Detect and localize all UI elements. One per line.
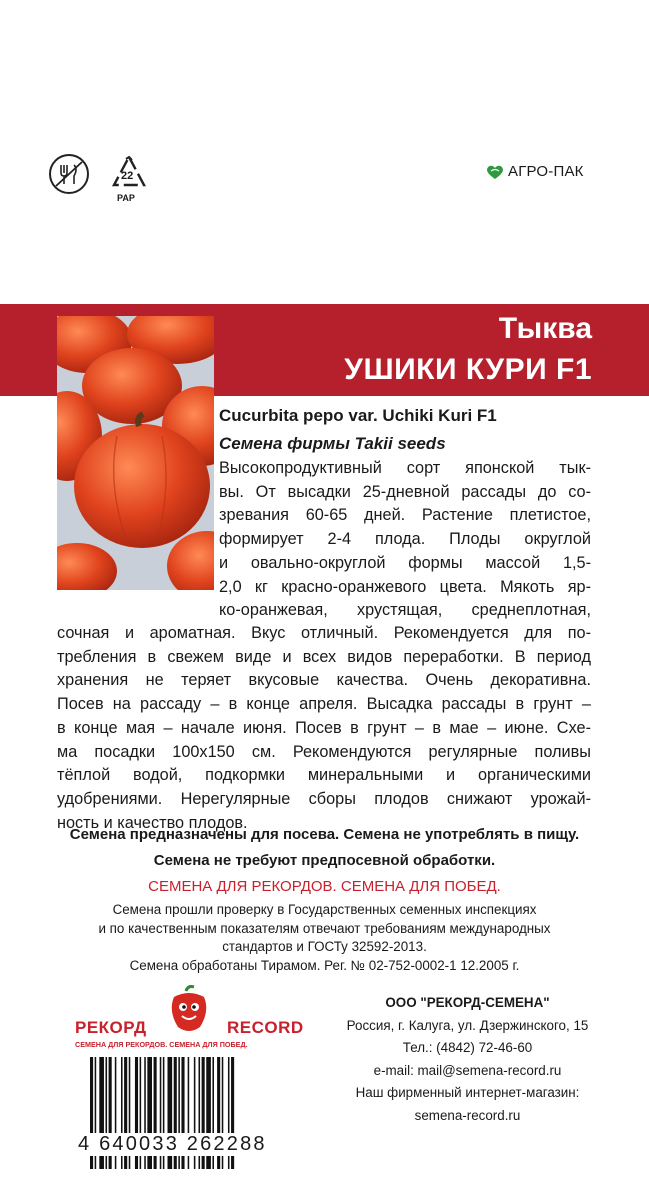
crop-name: Тыква	[498, 312, 592, 345]
sowing-warning: Семена предназначены для посева. Семена не употреблять в пищу.	[69, 826, 580, 843]
description-line: ность и качество плодов.	[57, 813, 248, 832]
description-line: хранения не теряет вкусовые качества. Очень декоративна.	[57, 671, 591, 690]
certification-line: Семена прошли проверку в Государственных семенных инспекциях	[112, 902, 537, 917]
description-line: формирует 2-4 плода. Плоды округлой	[219, 530, 591, 549]
description-line: удобрениями. Нерегулярные сборы плодов снижают урожай-	[57, 789, 591, 808]
description-line: сочная и ароматная. Вкус отличный. Рекомендуется для по-	[57, 624, 591, 642]
company-phone: Тел.: (4842) 72-46-60	[402, 1040, 533, 1055]
description-line: в конце мая – начале июня. Посев в грунт – в мае – июне. Схе-	[57, 718, 591, 737]
recycle-code: 22	[121, 170, 134, 182]
description-line: Высокопродуктивный сорт японской тык-	[219, 459, 591, 477]
certification-text	[0, 901, 649, 975]
logo-text-en: RECORD	[227, 1018, 304, 1037]
heart-leaf-icon	[486, 164, 504, 180]
certification-line: и по качественным показателям отвечают требованиям международных	[98, 920, 551, 936]
logo-slogan: СЕМЕНА ДЛЯ РЕКОРДОВ. СЕМЕНА ДЛЯ ПОБЕД.	[75, 1040, 248, 1049]
description-line: и овально-округлой формы массой 1,5-	[219, 553, 591, 572]
recycle-material: PAP	[117, 193, 135, 203]
record-logo	[72, 985, 312, 1055]
not-food-contact-icon	[48, 153, 90, 203]
company-info	[330, 992, 605, 1127]
slogan: СЕМЕНА ДЛЯ РЕКОРДОВ. СЕМЕНА ДЛЯ ПОБЕД.	[148, 878, 501, 895]
description-line: тёплой водой, подкормки минеральными и органическими	[57, 766, 591, 785]
description-line: требления в свежем виде и всех видов переработки. В период	[57, 647, 591, 666]
description-line: Посев на рассаду – в конце апреля. Высадка рассады в грунт –	[57, 695, 591, 714]
company-address: Россия, г. Калуга, ул. Дзержинского, 15	[346, 1017, 589, 1033]
certification-line: Семена обработаны Тирамом. Рег. № 02-752-0002-1 12.2005 г.	[129, 957, 520, 973]
certification-line: стандартов и ГОСТу 32592-2013.	[222, 939, 427, 954]
barcode-number: 4 640033 262288	[76, 1133, 294, 1156]
pepper-mascot-icon	[164, 985, 214, 1035]
packaging-icons	[48, 153, 150, 203]
treatment-note: Семена не требуют предпосевной обработки.	[153, 852, 496, 869]
description-line: ко-оранжевая, хрустящая, среднеплотная,	[219, 601, 591, 620]
company-email: e-mail: mail@semena-record.ru	[373, 1062, 562, 1078]
recycle-icon	[108, 153, 150, 203]
description-line: 2,0 кг красно-оранжевого цвета. Мякоть яр-	[219, 577, 591, 596]
logo-text-ru: РЕКОРД	[75, 1018, 147, 1037]
description-line: зревания 60-65 дней. Растение плетистое,	[219, 506, 591, 525]
pumpkin-photo	[57, 316, 214, 590]
company-name: ООО "РЕКОРД-СЕМЕНА"	[385, 995, 550, 1010]
description-line: вы. От высадки 25-дневной рассады до со-	[219, 482, 591, 501]
description-part2	[57, 622, 591, 835]
description-part1	[219, 457, 591, 623]
agro-pak-label: АГРО-ПАК	[508, 163, 584, 180]
seed-firm: Семена фирмы Takii seeds	[219, 434, 446, 453]
company-site: semena-record.ru	[414, 1107, 521, 1123]
latin-name: Cucurbita pepo var. Uchiki Kuri F1	[219, 406, 497, 425]
shop-label: Наш фирменный интернет-магазин:	[355, 1085, 580, 1100]
description-line: ма посадки 100х150 см. Рекомендуются регулярные поливы	[57, 742, 591, 761]
variety-name: УШИКИ КУРИ F1	[344, 353, 592, 386]
agro-pak-tag	[486, 163, 584, 180]
